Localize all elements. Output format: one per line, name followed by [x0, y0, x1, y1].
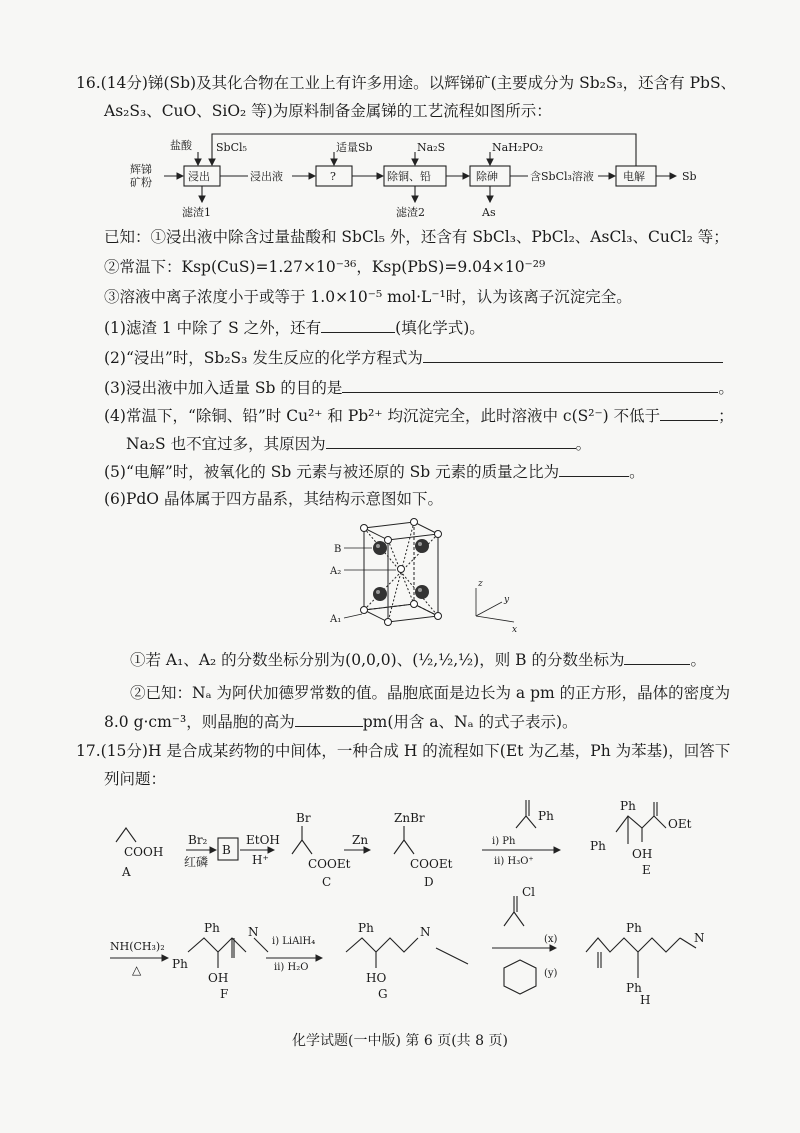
answer-blank-4b[interactable]: [326, 432, 576, 449]
question-6-2a: ②已知：Nₐ 为阿伏加德罗常数的值。晶胞底面是边长为 a pm 的正方形，晶体的密度为: [130, 684, 731, 702]
reagent-zn: Zn: [352, 833, 369, 847]
question-6-2b: 8.0 g·cm⁻³，则晶胞的高为 pm(用含 a、Nₐ 的式子表示)。: [104, 710, 578, 733]
compound-h-ph: Ph: [626, 921, 642, 935]
label-leachate: 浸出液: [250, 170, 283, 183]
compound-e-ph: Ph: [620, 799, 636, 813]
crystal-structure-diagram: [326, 514, 526, 640]
question-2: (2)“浸出”时，Sb₂S₃ 发生反应的化学方程式为: [104, 346, 723, 369]
process-flow-diagram: [120, 126, 720, 222]
box-leach-label: 浸出: [188, 170, 210, 183]
box-unknown-label: ?: [330, 170, 336, 183]
output-residue2: 滤渣2: [396, 206, 425, 219]
q17-intro-line1: 17.(15分)H 是合成某药物的中间体，一种合成 H 的流程如下(Et 为乙基，Ph 为苯基)，回答下: [76, 742, 731, 760]
compound-f-oh: OH: [208, 971, 229, 985]
raw-material-line2: 矿粉: [130, 176, 152, 189]
box-remove-cu-pb-label: 除铜、铅: [387, 170, 431, 183]
compound-label-e: E: [642, 863, 651, 877]
compound-e-oet: OEt: [668, 817, 692, 831]
question-1: (1)滤渣 1 中除了 S 之外，还有 (填化学式)。: [104, 316, 485, 339]
output-as: As: [482, 206, 496, 219]
compound-h-n: N: [694, 931, 705, 945]
question-3: (3)浸出液中加入适量 Sb 的目的是 。: [104, 376, 734, 399]
question-4a: (4)常温下，“除铜、铅”时 Cu²⁺ 和 Pb²⁺ 均沉淀完全，此时溶液中 c(S²⁻) 不低于 ；: [104, 404, 734, 427]
question-5: (5)“电解”时，被氧化的 Sb 元素与被还原的 Sb 元素的质量之比为 。: [104, 460, 645, 483]
reagent-h2o: ⅱ) H₂O: [274, 962, 309, 973]
compound-d-formula: COOEt: [410, 857, 453, 871]
box-electrolysis-label: 电解: [623, 170, 645, 183]
question-4b: Na₂S 也不宜过多，其原因为 。: [126, 432, 591, 455]
compound-b-box: B: [222, 843, 231, 857]
compound-g-n: N: [420, 925, 431, 939]
known-1: 已知：①浸出液中除含过量盐酸和 SbCl₅ 外，还含有 SbCl₃、PbCl₂、AsCl₃、CuCl₂ 等；: [104, 228, 729, 246]
reagent-hcl: 盐酸: [170, 139, 192, 152]
answer-blank-3[interactable]: [342, 376, 718, 393]
reagent-step-ii: ⅱ) H₃O⁺: [494, 856, 534, 867]
reagent-y: (y): [544, 968, 558, 979]
compound-h-ph2: Ph: [626, 981, 642, 995]
reagent-red-p: 红磷: [184, 855, 209, 869]
reagent-br2: Br₂: [188, 833, 208, 847]
reagent-nah2po2: NaH₂PO₂: [492, 141, 544, 154]
synthesis-scheme: [96, 792, 736, 1028]
q17-intro-line2: 列问题：: [104, 770, 167, 788]
compound-f-ph: Ph: [204, 921, 220, 935]
question-6-1: ①若 A₁、A₂ 的分数坐标分别为(0,0,0)、(½,½,½)，则 B 的分数坐标为 。: [130, 648, 706, 671]
crystal-label-a2: A₂: [330, 566, 342, 577]
compound-label-f: F: [220, 987, 229, 1001]
q16-intro-line2: As₂S₃、CuO、SiO₂ 等)为原料制备金属锑的工艺流程如图所示：: [104, 102, 552, 120]
known-3: ③溶液中离子浓度小于或等于 1.0×10⁻⁵ mol·L⁻¹时，认为该离子沉淀完全。: [104, 288, 632, 306]
box-remove-as-label: 除砷: [476, 170, 498, 183]
compound-e-oh: OH: [632, 847, 653, 861]
reagent-na2s: Na₂S: [417, 141, 446, 154]
compound-c-formula: COOEt: [308, 857, 351, 871]
compound-d-znbr: ZnBr: [394, 811, 425, 825]
reagent-etoh: EtOH: [246, 833, 280, 847]
reagent-lialh4: ⅰ) LiAlH₄: [272, 936, 316, 947]
raw-material-line1: 辉锑: [130, 163, 152, 176]
reagent-acyl-cl: Cl: [522, 885, 536, 899]
compound-label-g: G: [378, 987, 388, 1001]
reagent-nh-ch3-2: NH(CH₃)₂: [110, 940, 165, 953]
question-6: (6)PdO 晶体属于四方晶系，其结构示意图如下。: [104, 490, 443, 508]
reagent-ketone-ph: Ph: [538, 809, 554, 823]
reagent-h-plus: H⁺: [252, 853, 269, 867]
q16-intro-line1: 16.(14分)锑(Sb)及其化合物在工业上有许多用途。以辉锑矿(主要成分为 Sb₂S₃，还含有 PbS、: [76, 74, 737, 92]
label-sbcl3-solution: 含SbCl₃溶液: [530, 170, 594, 183]
answer-blank-5[interactable]: [559, 460, 629, 477]
crystal-label-a1: A₁: [330, 614, 342, 625]
compound-e-ph-left: Ph: [590, 839, 606, 853]
compound-label-h: H: [640, 993, 651, 1007]
compound-g-ho: HO: [366, 971, 387, 985]
compound-g-ph: Ph: [358, 921, 374, 935]
compound-label-a: A: [122, 865, 131, 879]
reagent-heat: △: [132, 963, 142, 977]
compound-c-br: Br: [296, 811, 311, 825]
compound-label-c: C: [322, 875, 332, 889]
compound-f-ph-left: Ph: [172, 957, 188, 971]
reagent-sb: 适量Sb: [336, 141, 373, 154]
page-footer: 化学试题(一中版) 第 6 页(共 8 页): [292, 1033, 508, 1049]
crystal-label-b: B: [334, 544, 342, 555]
axis-y: y: [504, 595, 510, 605]
answer-blank-6-2[interactable]: [295, 710, 363, 727]
answer-blank-4a[interactable]: [660, 404, 718, 421]
output-residue1: 滤渣1: [182, 206, 211, 219]
answer-blank-1[interactable]: [321, 316, 395, 333]
reagent-x: (x): [544, 934, 558, 945]
axis-z: z: [478, 579, 483, 589]
product-sb: Sb: [682, 170, 697, 183]
compound-a-formula: COOH: [124, 845, 164, 859]
reagent-sbcl5: SbCl₅: [216, 141, 247, 154]
axis-x: x: [512, 625, 518, 635]
answer-blank-2[interactable]: [423, 346, 723, 363]
compound-label-d: D: [424, 875, 434, 889]
compound-f-n: N: [248, 925, 259, 939]
reagent-step-i: ⅰ) Ph: [492, 836, 516, 847]
answer-blank-6-1[interactable]: [624, 648, 690, 665]
known-2: ②常温下：Ksp(CuS)=1.27×10⁻³⁶，Ksp(PbS)=9.04×10⁻²⁹: [104, 258, 546, 276]
